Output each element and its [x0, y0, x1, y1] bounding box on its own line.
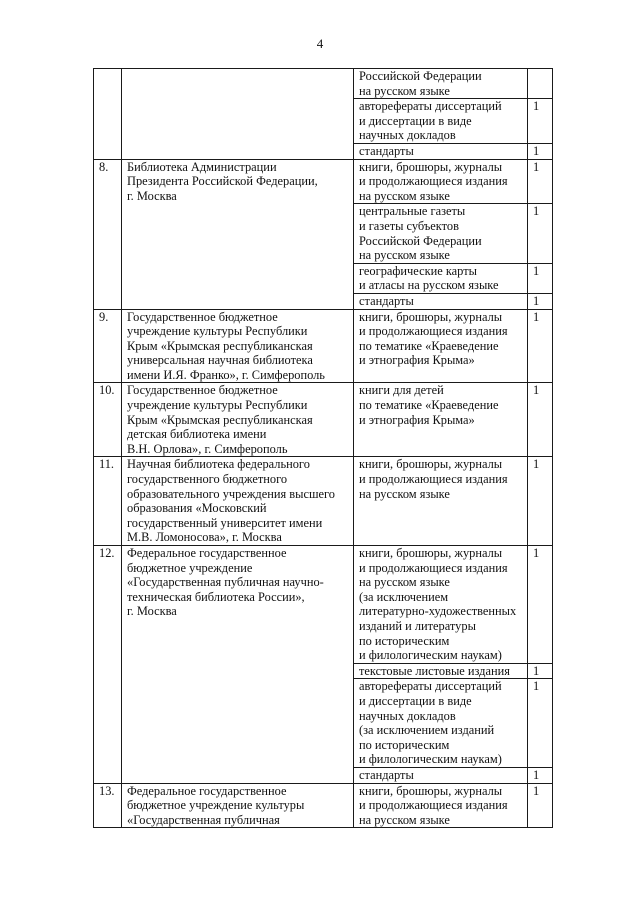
publication-type: авторефераты диссертаций и диссертации в виде научных докладов — [354, 99, 528, 144]
library-name: Федеральное государственное бюджетное учреждение культуры «Государственная публичная — [122, 783, 354, 828]
table-row — [94, 159, 553, 204]
library-name — [122, 69, 354, 160]
row-number — [94, 69, 122, 160]
copy-count: 1 — [528, 783, 553, 828]
publication-type: книги для детей по тематике «Краеведение и этнография Крыма» — [354, 383, 528, 457]
library-name: Государственное бюджетное учреждение культуры Республики Крым «Крымская республиканская универсальная научная библиотека имени И.Я. Франко», г. Симферополь — [122, 309, 354, 383]
publication-type: текстовые листовые издания — [354, 663, 528, 679]
copy-count: 1 — [528, 767, 553, 783]
publication-type: стандарты — [354, 143, 528, 159]
publication-type: Российской Федерации на русском языке — [354, 69, 528, 99]
publication-type: книги, брошюры, журналы и продолжающиеся издания на русском языке — [354, 457, 528, 546]
table-row — [94, 69, 553, 99]
library-name: Библиотека Администрации Президента Российской Федерации, г. Москва — [122, 159, 354, 309]
table-row — [94, 383, 553, 457]
publication-type: географические карты и атласы на русском языке — [354, 263, 528, 293]
publication-type: книги, брошюры, журналы и продолжающиеся издания на русском языке — [354, 159, 528, 204]
copy-count: 1 — [528, 263, 553, 293]
table-row — [94, 457, 553, 546]
publication-type: книги, брошюры, журналы и продолжающиеся издания на русском языке (за исключением литературно-художественных изданий и литературы по историческим и филологическим наукам) — [354, 546, 528, 664]
copy-count: 1 — [528, 679, 553, 768]
library-name: Научная библиотека федерального государственного бюджетного образовательного учреждения высшего образования «Московский государственный университет имени М.В. Ломоносова», г. Москва — [122, 457, 354, 546]
row-number: 13. — [94, 783, 122, 828]
row-number: 8. — [94, 159, 122, 309]
publication-type: авторефераты диссертаций и диссертации в виде научных докладов (за исключением изданий по историческим и филологическим наукам) — [354, 679, 528, 768]
library-name: Государственное бюджетное учреждение культуры Республики Крым «Крымская республиканская детская библиотека имени В.Н. Орлова», г. Симферополь — [122, 383, 354, 457]
copy-count: 1 — [528, 293, 553, 309]
copy-count: 1 — [528, 143, 553, 159]
copy-count — [528, 69, 553, 99]
copy-count: 1 — [528, 457, 553, 546]
copy-count: 1 — [528, 99, 553, 144]
libraries-table-body — [94, 69, 553, 828]
publication-type: стандарты — [354, 767, 528, 783]
publication-type: книги, брошюры, журналы и продолжающиеся издания по тематике «Краеведение и этнография Крыма» — [354, 309, 528, 383]
row-number: 10. — [94, 383, 122, 457]
publication-type: центральные газеты и газеты субъектов Российской Федерации на русском языке — [354, 204, 528, 263]
row-number: 9. — [94, 309, 122, 383]
libraries-table — [93, 68, 553, 828]
copy-count: 1 — [528, 309, 553, 383]
copy-count: 1 — [528, 383, 553, 457]
library-name: Федеральное государственное бюджетное учреждение «Государственная публичная научно- техническая библиотека России», г. Москва — [122, 546, 354, 784]
row-number: 12. — [94, 546, 122, 784]
copy-count: 1 — [528, 546, 553, 664]
publication-type: книги, брошюры, журналы и продолжающиеся издания на русском языке — [354, 783, 528, 828]
copy-count: 1 — [528, 204, 553, 263]
copy-count: 1 — [528, 159, 553, 204]
publication-type: стандарты — [354, 293, 528, 309]
table-row — [94, 783, 553, 828]
page-number: 4 — [316, 36, 324, 51]
table-row — [94, 546, 553, 664]
table-row — [94, 309, 553, 383]
row-number: 11. — [94, 457, 122, 546]
copy-count: 1 — [528, 663, 553, 679]
